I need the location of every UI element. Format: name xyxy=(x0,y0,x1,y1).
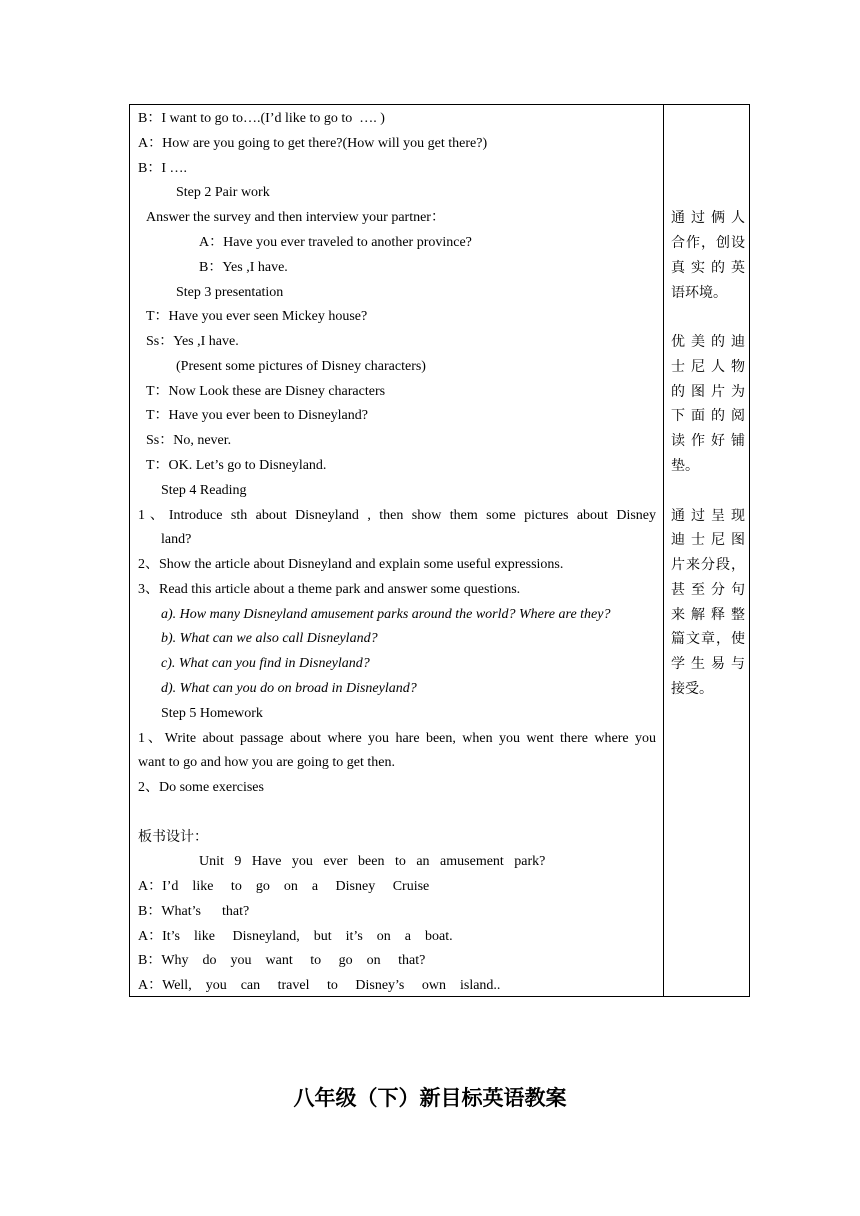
lesson-line: 1、Introduce sth about Disneyland , then show them some pictures about Disney xyxy=(138,508,656,523)
teaching-note-line: 士 尼 人 物 xyxy=(671,359,745,375)
teaching-note-line: 片来分段， xyxy=(671,557,745,573)
teaching-note-line: 迪 士 尼 图 xyxy=(671,532,745,548)
lesson-line: 2、Show the article about Disneyland and explain some useful expressions. xyxy=(138,557,564,572)
lesson-line: T：Now Look these are Disney characters xyxy=(146,384,386,399)
lesson-line: 板书设计： xyxy=(138,829,208,845)
lesson-line: B：I …. xyxy=(138,161,187,176)
column-divider xyxy=(663,105,664,996)
lesson-line: T：Have you ever seen Mickey house? xyxy=(146,309,368,324)
teaching-note-line: 学 生 易 与 xyxy=(671,656,745,672)
lesson-line: T：Have you ever been to Disneyland? xyxy=(146,408,368,423)
lesson-line: land? xyxy=(161,532,192,547)
lesson-line: B：What’s that? xyxy=(138,904,250,919)
lesson-line: T：OK. Let’s go to Disneyland. xyxy=(146,458,327,473)
lesson-line: A：Have you ever traveled to another province? xyxy=(199,235,472,250)
lesson-line: a). How many Disneyland amusement parks around the world? Where are they? xyxy=(161,607,611,622)
teaching-note-line: 语环境。 xyxy=(671,285,727,301)
lesson-line: Step 4 Reading xyxy=(161,483,247,498)
lesson-line: 3、Read this article about a theme park and answer some questions. xyxy=(138,582,521,597)
lesson-line: b). What can we also call Disneyland? xyxy=(161,631,378,646)
lesson-line: B：I want to go to….(I’d like to go to …. ) xyxy=(138,111,385,126)
lesson-line: A：It’s like Disneyland, but it’s on a boat. xyxy=(138,929,453,944)
lesson-plan-table xyxy=(129,104,750,997)
lesson-line: Ss：Yes ,I have. xyxy=(146,334,239,349)
teaching-note-line: 甚 至 分 句 xyxy=(671,582,745,598)
teaching-note-line: 合作，创设 xyxy=(671,235,745,251)
lesson-line: Step 3 presentation xyxy=(176,285,284,300)
teaching-note-line: 通 过 俩 人 xyxy=(671,210,745,226)
lesson-line: Step 2 Pair work xyxy=(176,185,270,200)
lesson-line: 2、Do some exercises xyxy=(138,780,264,795)
teaching-note-line: 读 作 好 铺 xyxy=(671,433,745,449)
teaching-note-line: 真 实 的 英 xyxy=(671,260,745,276)
lesson-line: B：Why do you want to go on that? xyxy=(138,953,426,968)
page-footer-title: 八年级（下）新目标英语教案 xyxy=(293,1086,567,1110)
lesson-line: A：Well, you can travel to Disney’s own island.. xyxy=(138,978,501,993)
lesson-line: Answer the survey and then interview your partner： xyxy=(146,210,445,225)
lesson-line: Step 5 Homework xyxy=(161,706,263,721)
lesson-line: d). What can you do on broad in Disneyland? xyxy=(161,681,417,696)
lesson-line: 1、Write about passage about where you hare been, when you went there where you xyxy=(138,731,656,746)
lesson-line: (Present some pictures of Disney characters) xyxy=(176,359,426,374)
lesson-line: A：I’d like to go on a Disney Cruise xyxy=(138,879,430,894)
lesson-line: B：Yes ,I have. xyxy=(199,260,288,275)
teaching-note-line: 接受。 xyxy=(671,681,713,697)
teaching-note-line: 的 图 片 为 xyxy=(671,384,745,400)
teaching-note-line: 篇文章，使 xyxy=(671,631,745,647)
teaching-note-line: 优 美 的 迪 xyxy=(671,334,745,350)
teaching-note-line: 通 过 呈 现 xyxy=(671,508,745,524)
lesson-line: Unit 9 Have you ever been to an amusement park? xyxy=(199,854,546,869)
lesson-line: A：How are you going to get there?(How will you get there?) xyxy=(138,136,488,151)
lesson-line: c). What can you find in Disneyland? xyxy=(161,656,370,671)
lesson-line: Ss：No, never. xyxy=(146,433,232,448)
teaching-note-line: 来 解 释 整 xyxy=(671,607,745,623)
teaching-note-line: 垫。 xyxy=(671,458,699,474)
lesson-line: want to go and how you are going to get then. xyxy=(138,755,396,770)
teaching-note-line: 下 面 的 阅 xyxy=(671,408,745,424)
